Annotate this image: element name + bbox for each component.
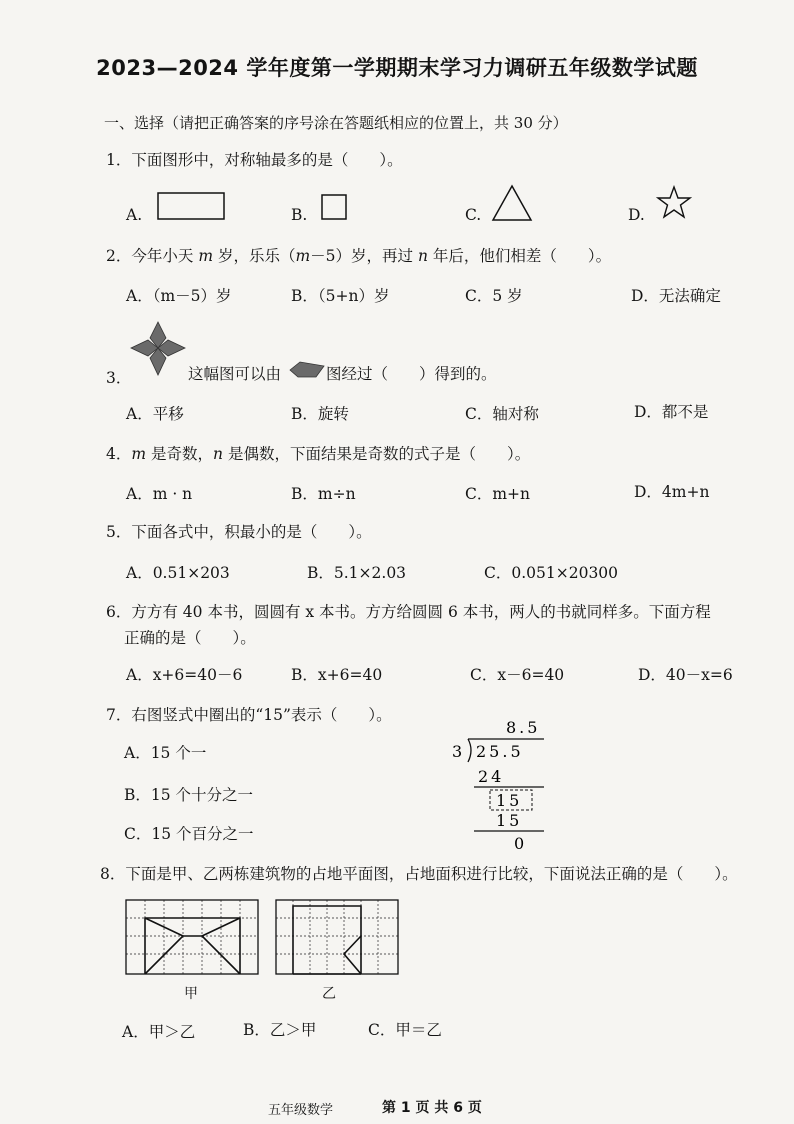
q6-option-d: D．40－x=6 [638, 666, 733, 684]
q6-option-b: B．x+6=40 [291, 666, 383, 684]
star-shape [656, 185, 692, 219]
q3-text-part2: 图经过（ ）得到的。 [326, 365, 497, 383]
division-step-2: 15 [496, 791, 523, 810]
q1-option-c: C. [465, 206, 482, 224]
long-division-figure [446, 714, 556, 854]
question-5-stem: 5．下面各式中，积最小的是（ ）。 [106, 523, 372, 541]
building-yi-grid [272, 898, 402, 980]
q5-option-a: A．0.51×203 [126, 564, 230, 582]
q3-option-b: B．旋转 [291, 405, 349, 423]
question-2-stem: 2．今年小天 m 岁，乐乐（m－5）岁，再过 n 年后，他们相差（ ）。 [106, 247, 612, 265]
q5-option-c: C．0.051×20300 [484, 564, 619, 582]
footer-page-number: 第 1 页 共 6 页 [382, 1100, 482, 1116]
section-heading: 一、选择（请把正确答案的序号涂在答题纸相应的位置上，共 30 分） [104, 114, 568, 132]
q4-option-c: C．m+n [465, 485, 531, 503]
q2-option-a: A．（m－5）岁 [126, 287, 232, 305]
division-quotient: 8.5 [506, 718, 541, 737]
q7-option-b: B．15 个十分之一 [124, 786, 254, 804]
q1-option-d: D. [628, 206, 645, 224]
q8-option-a: A．甲＞乙 [122, 1023, 196, 1041]
rectangle-shape [156, 191, 226, 221]
q3-text-part1: 这幅图可以由 [188, 365, 282, 383]
q2-option-c: C．5 岁 [465, 287, 523, 305]
square-shape [320, 193, 348, 221]
single-petal-figure [288, 360, 326, 380]
question-6-line2: 正确的是（ ）。 [124, 629, 256, 647]
question-8-stem: 8．下面是甲、乙两栋建筑物的占地平面图，占地面积进行比较，下面说法正确的是（ ）。 [100, 865, 738, 883]
building-yi-label: 乙 [322, 986, 336, 1002]
question-3-number: 3． [106, 369, 132, 387]
division-dividend: 25.5 [476, 742, 524, 761]
q3-option-a: A．平移 [126, 405, 184, 423]
q7-option-a: A．15 个一 [124, 744, 207, 762]
q5-option-b: B．5.1×2.03 [307, 564, 407, 582]
triangle-shape [490, 183, 534, 223]
q6-option-a: A．x+6=40－6 [126, 666, 243, 684]
q1-option-b: B. [291, 206, 308, 224]
rotated-petal-figure [128, 320, 188, 378]
exam-title: 2023—2024 学年度第一学期期末学习力调研五年级数学试题 [96, 56, 698, 80]
division-divisor: 3 [452, 742, 463, 761]
building-jia-label: 甲 [184, 986, 198, 1002]
q2-option-b: B．（5+n）岁 [291, 287, 390, 305]
q8-option-c: C．甲＝乙 [368, 1021, 442, 1039]
question-6-line1: 6．方方有 40 本书，圆圆有 x 本书。方方给圆圆 6 本书，两人的书就同样多。下面方程 [106, 603, 711, 621]
q1-option-a: A. [126, 206, 143, 224]
question-7-stem: 7．右图竖式中圈出的“15”表示（ ）。 [106, 706, 392, 724]
division-step-1: 24 [478, 767, 505, 786]
q2-option-d: D．无法确定 [631, 287, 721, 305]
division-remainder: 0 [514, 834, 525, 853]
building-jia-grid [122, 898, 262, 980]
q8-option-b: B．乙＞甲 [243, 1021, 317, 1039]
question-1-stem: 1．下面图形中，对称轴最多的是（ ）。 [106, 151, 403, 169]
q3-option-c: C．轴对称 [465, 405, 539, 423]
question-4-stem: 4．m 是奇数，n 是偶数，下面结果是奇数的式子是（ ）。 [106, 445, 531, 463]
q7-option-c: C．15 个百分之一 [124, 825, 254, 843]
q3-option-d: D．都不是 [634, 403, 709, 421]
division-step-3: 15 [496, 811, 523, 830]
footer-subject: 五年级数学 [268, 1103, 334, 1118]
q4-option-a: A．m · n [126, 485, 193, 503]
q4-option-b: B．m÷n [291, 485, 356, 503]
q6-option-c: C．x－6=40 [470, 666, 565, 684]
q4-option-d: D．4m+n [634, 483, 710, 501]
